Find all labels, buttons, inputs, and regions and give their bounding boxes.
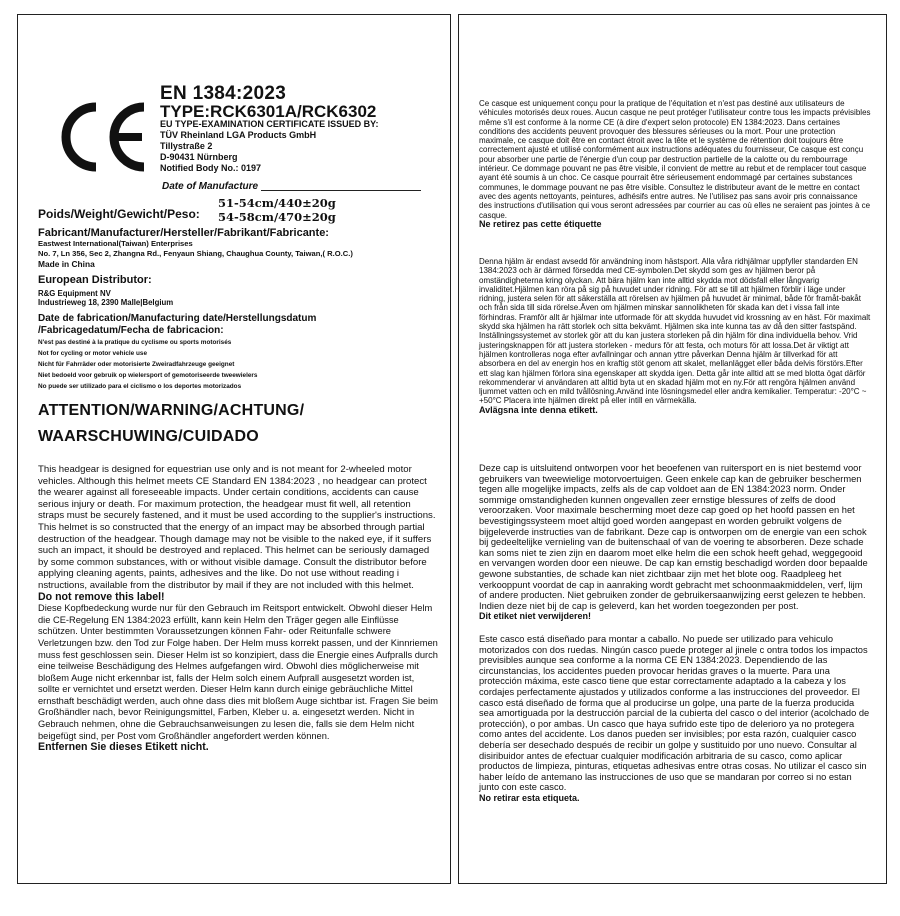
use-line: N'est pas destiné à la pratique du cyclisme ou sports motorisés	[38, 339, 232, 346]
dutch-keep-label: Dit etiket niet verwijderen!	[479, 611, 592, 622]
use-restrictions	[38, 337, 257, 392]
spanish-keep-label: No retirar esta etiqueta.	[479, 792, 580, 803]
swedish-text: Denna hjälm är endast avsedd för användning inom hästsport. Alla våra ridhjälmar uppfyller standarden EN 1384:2023 och är därmed försedda med CE-symbolen.Det skydd som ges av hjälmen beror på omständigheterna kring olyckan. Att bära hjälm kan inte alltid skydda mot dödsfall eller långvarig invaliditet.Hjälmen kan röra på sig på huvudet under ridning. För att se till att hjälmen förblir i läge under ridning, justera selen för att säkerställa att rörelsen av hjälmen på huvudet är minimal, både för framåt-bakåt och från sida till sida rörelse.Även om hjälmen minskar sannolikheten för skada kan det i vissa fall inte förhindras. Framför allt är hjälmar inte utformade för att skydda huvudet vid krossning av en häst. För maximalt skydd ska hjälmen ha rätt storlek och sitta bekvämt. Hjälmen ska inte kunna tas av då den sitter fastspänd. Inställningssystemet av storlek gör att du kan justera storleken på din hjälm för dina individuella behov. Vrid justeringsknappen för att justera storleken - medurs för att festa, och moturs för att lossa.Det är viktigt att hjälmen kontrolleras noga efter avfallningar och annan yttre påverkan Denna hjälm är tillverkad för att absorbera en del av energin hos en kraftig stöt genom att skalet, mellanlägget eller båda delvis förstörs.Efter ett slag kan hjälmen förlora sina egenskaper att skydda igen. Detta går inte alltid att se med blotta ögat därför rekommenderar vi användaren att alltid byta ut en skadad hjälm mot en ny.För att rengöra hjälmen använd ljummet vatten och en mild tvållösning.Använd inte lösningsmedel eller andra kemikalier. Temperatur: -20°C ~ +50°C Placera inte hjälmen direkt på eller intill en värmekälla.	[479, 257, 871, 406]
standard-number: EN 1384:2023	[160, 83, 287, 104]
manufacturer-info	[38, 239, 353, 269]
dutch-text: Deze cap is uitsluitend ontworpen voor het beoefenen van ruitersport en is niet bestemd voor gebruikers van tweewielige motorvoertuigen. Geen enkele cap kan de gebruiker beschermen tegen alle mogelijke impacts, zelfs als de cap voldoet aan de EN 1384:2023 norm. Onder sommige omstandigheden kunnen ongevallen zeer ernstige blessures of zelfs de dood veroorzaken. Voor maximale bescherming moet deze cap goed op het hoofd passen en het bevestigingssysteem moet altijd goed worden aangepast en worden gebruikt volgens de bijgeleverde instructies van de fabrikant. Deze cap is ontworpen om de energie van een schok bij gedeeltelijke vernieling van de buitenschaal of van de voering te absorberen. Deze schade kan soms niet te zien zijn en daarom moet elke helm die een schok heeft gehad, weggegooid en vervangen worden door een nieuwe. De cap kan ernstig beschadigd worden door bepaalde gewone substanties, de schade kan niet zichtbaar zijn met het blote oog. Raadpleeg het verkooppunt voordat de cap in aanraking wordt gebracht met schoonmaakmiddelen, verf, lijm of andere producten. Niet gebruiken zonder de gebruikersaanwijzing eerst gelezen te hebben. Indien deze niet bij de cap is geleverd, kan het worden toegezonden per post.	[479, 463, 868, 611]
fab-line: Date de fabrication/Manufacturing date/Herstellungsdatum	[38, 313, 317, 324]
weight-label: Poids/Weight/Gewicht/Peso:	[38, 207, 200, 221]
french-text: Ce casque est uniquement conçu pour la pratique de l'équitation et n'est pas destiné aux utilisateurs de véhicules motorisés deux roues. Aucun casque ne peut protéger l'utilisateur contre tous les impacts prévisibles même s'il est conforme à la norme CE (à dire d'expert selon protocole) EN 1384:2023. Dans certaines conditions des accidents peuvent provoquer des blessures sérieuses ou la mort. Pour une protection maximale, ce casque doit être en contact étroit avec la tête et le système de rétention doit toujours être correctement ajusté et utilisé conformément aux instructions adéquates du fournisseur, Ce casque est conçu pour absorber une partie de l'énergie d'un coup par destruction partielle de la calotte ou du rembourrage intérieur. Ce dommage pouvant ne pas être visible, il convient de mettre au rebut et de remplacer tout casque ayant été soumis à un choc. Ce casque pourrait être sérieusement endommagé par certaines substances communes, le dommage pouvant ne pas être visible. Consultez le distributeur avant de le mettre en contact avec des agents nettoyants, peintures, adhésifs entre autres. Ne l'utilisez pas sans avoir pris connaissance des instructions d'utilisation qui vous seront adressées par courrier au cas où elles ne seraient pas jointes à ce casque.	[479, 99, 871, 220]
french-keep-label: Ne retirez pas cette étiquette	[479, 218, 602, 229]
manufacturer-label: Fabricant/Manufacturer/Hersteller/Fabrikant/Fabricante:	[38, 227, 329, 239]
manufacturer-line: No. 7, Ln 356, Sec 2, Zhangna Rd., Fenyaun Shiang, Chaughua County, Taiwan,( R.O.C.)	[38, 249, 353, 258]
dutch-section	[479, 463, 871, 622]
warning-heading	[38, 398, 304, 450]
use-line: No puede ser utilizado para el ciclismo o los deportes motorizados	[38, 383, 242, 390]
use-line: Niet bedoeld voor gebruik op wielersport of gemotoriseerde tweewielers	[38, 372, 258, 379]
german-text: Diese Kopfbedeckung wurde nur für den Gebrauch im Reitsport entwickelt. Obwohl dieser Helm die CE-Regelung EN 1384:2023 erfüllt, kann kein Helm den Träger gegen alle Einflüsse schützen. Unter bestimmten Voraussetzungen können Fahr- oder Reitunfalle schwere Verletzungen bzw. den Tod zur Folge haben. Der Helm muss korrekt passen, und der Kinnriemen muss fest geschlossen sein. Dieser Helm ist so konzipiert, dass die Energie eines Aufpralls durch eine teilweise Beschädigung des Helmes aufgefangen wird. Obwohl dies möglicherweise mit bloßem Auge nicht erkennbar ist, falls der Helm solch einem Aufprall ausgesetzt worden ist, sollte er vernichtet und ersetzt werden. Dieser Helm kann durch einige gebräuchliche Mittel ernsthaft beschädigt werden, auch ohne dass dies mit bloßem Auge sichtbar ist. Fragen Sie beim Großhändler nach, bevor Reinigungsmittel, Farben, Kleber u. a. eingesetzt werden. Nicht in Gebrauch nehmen, ohne die Gebrauchsanweisungen zu lesen die, falls sie dem Helm nicht beigefügt sind, per Post vom Großhändler angefordert werden können.	[38, 603, 438, 741]
distributor-label: European Distributor:	[38, 274, 152, 286]
english-text: This headgear is designed for equestrian use only and is not meant for 2-wheeled motor vehicles. Although this helmet meets CE Standard EN 1384:2023 , no headgear can protect the wearer against all foreseeable impacts. Under certain conditions, accidents can cause serious injury or death. For maximum protection, the headgear must fit well, all retention straps must be securely fastened, and it must be used according to the supplier's instructions. This helmet is so constructed that the energy of an impact may be absorbed through partial destruction of the headgear. Though damage may not be visible to the naked eye, if it suffers such an impact, it should be destroyed and replaced. This helmet can be seriously damaged by some common substances, with or without visible damage. Consult the distributor before applying cleaning agents, paints, adhesives and the like. Do not use without reading i nstructions, available from the distributor by mail if they are not included with this helmet.	[38, 464, 436, 591]
date-of-manufacture-label: Date of Manufacture	[162, 181, 259, 192]
cert-line: Notified Body No.: 0197	[160, 163, 262, 173]
use-line: Nicht für Fahrräder oder motorisierte Zweiradfahrzeuge geeignet	[38, 361, 235, 368]
warning-line: ATTENTION/WARNING/ACHTUNG/	[38, 402, 305, 419]
english-keep-label: Do not remove this label!	[38, 590, 165, 603]
size-weight-line: 51-54cm/440±20g	[218, 196, 336, 210]
cert-line: Tillystraße 2	[160, 141, 213, 151]
fabrication-date-label	[38, 313, 316, 337]
date-line	[261, 190, 421, 191]
spanish-text: Este casco está diseñado para montar a caballo. No puede ser utilizado para vehiculo motorizados con dos ruedas. Ningún casco puede proteger al jinele c ontra todos los impactos previsibles aunque sea conforme a la norma CE EN 1384:2023. Dependiendo de las circunstancias, los accidentes pueden provocar heridas graves o la muerte. Para una protección máxima, este casco tiene que estar correctamente adaptado a la cabeza y los cordajes perfectamente ajustados y utilizados conforme a las instrucciones del proveedor. El casco está diseñado de forma que al producirse un golpe, una parte de la fuerza producida sea amortiguada por la destrucción parcial de la cubierta del casco o del interior (acolchado de protección), o por ambas. Un casco que haya sufrido este tipo de delerioro ya no protegera como antes del accidente. Los danos pueden ser invisibles; por esta razón, cualquier casco debería ser desechado después de recibir un golpe y sustituido por uno nuevo. Consultar al disiribuidor antes de efectuar cualquier modificación arbitraria de su casco, como aplicar productos de limpieza, pinturas, etiquetas adhesivas entre otras cosas. No utilizar el casco sin haber leído de antemano las instrucciones de uso que se mandaran por correo si no estan junto con este casco.	[479, 634, 870, 793]
distributor-line: R&G Equipment NV	[38, 289, 111, 298]
french-section	[479, 99, 871, 229]
distributor-line: Industrieweg 18, 2390 Malle|Belgium	[38, 298, 174, 307]
swedish-keep-label: Avlägsna inte denna etikett.	[479, 404, 598, 415]
size-weight-line: 54-58cm/470±20g	[218, 210, 336, 224]
cert-line: TÜV Rheinland LGA Products GmbH	[160, 130, 317, 140]
spanish-section	[479, 634, 871, 804]
ce-mark-icon	[56, 99, 151, 175]
distributor-info	[38, 289, 173, 307]
certificate-info	[160, 119, 379, 174]
swedish-section	[479, 257, 871, 415]
right-label-panel	[458, 14, 887, 884]
warning-body	[38, 464, 438, 754]
type-number: TYPE:RCK6301A/RCK6302	[160, 102, 377, 121]
fab-line: /Fabricagedatum/Fecha de fabricacion:	[38, 325, 224, 336]
warning-line: WAARSCHUWING/CUIDADO	[38, 428, 259, 445]
manufacturer-line: Eastwest International(Taiwan) Enterprises	[38, 239, 193, 248]
cert-line: EU TYPE-EXAMINATION CERTIFICATE ISSUED BY:	[160, 119, 379, 129]
use-line: Not for cycling or motor vehicle use	[38, 350, 148, 357]
cert-line: D-90431 Nürnberg	[160, 152, 238, 162]
left-label-panel	[17, 14, 451, 884]
size-weights	[218, 196, 336, 224]
manufacturer-line: Made in China	[38, 259, 95, 269]
german-keep-label: Entfernen Sie dieses Etikett nicht.	[38, 741, 209, 754]
